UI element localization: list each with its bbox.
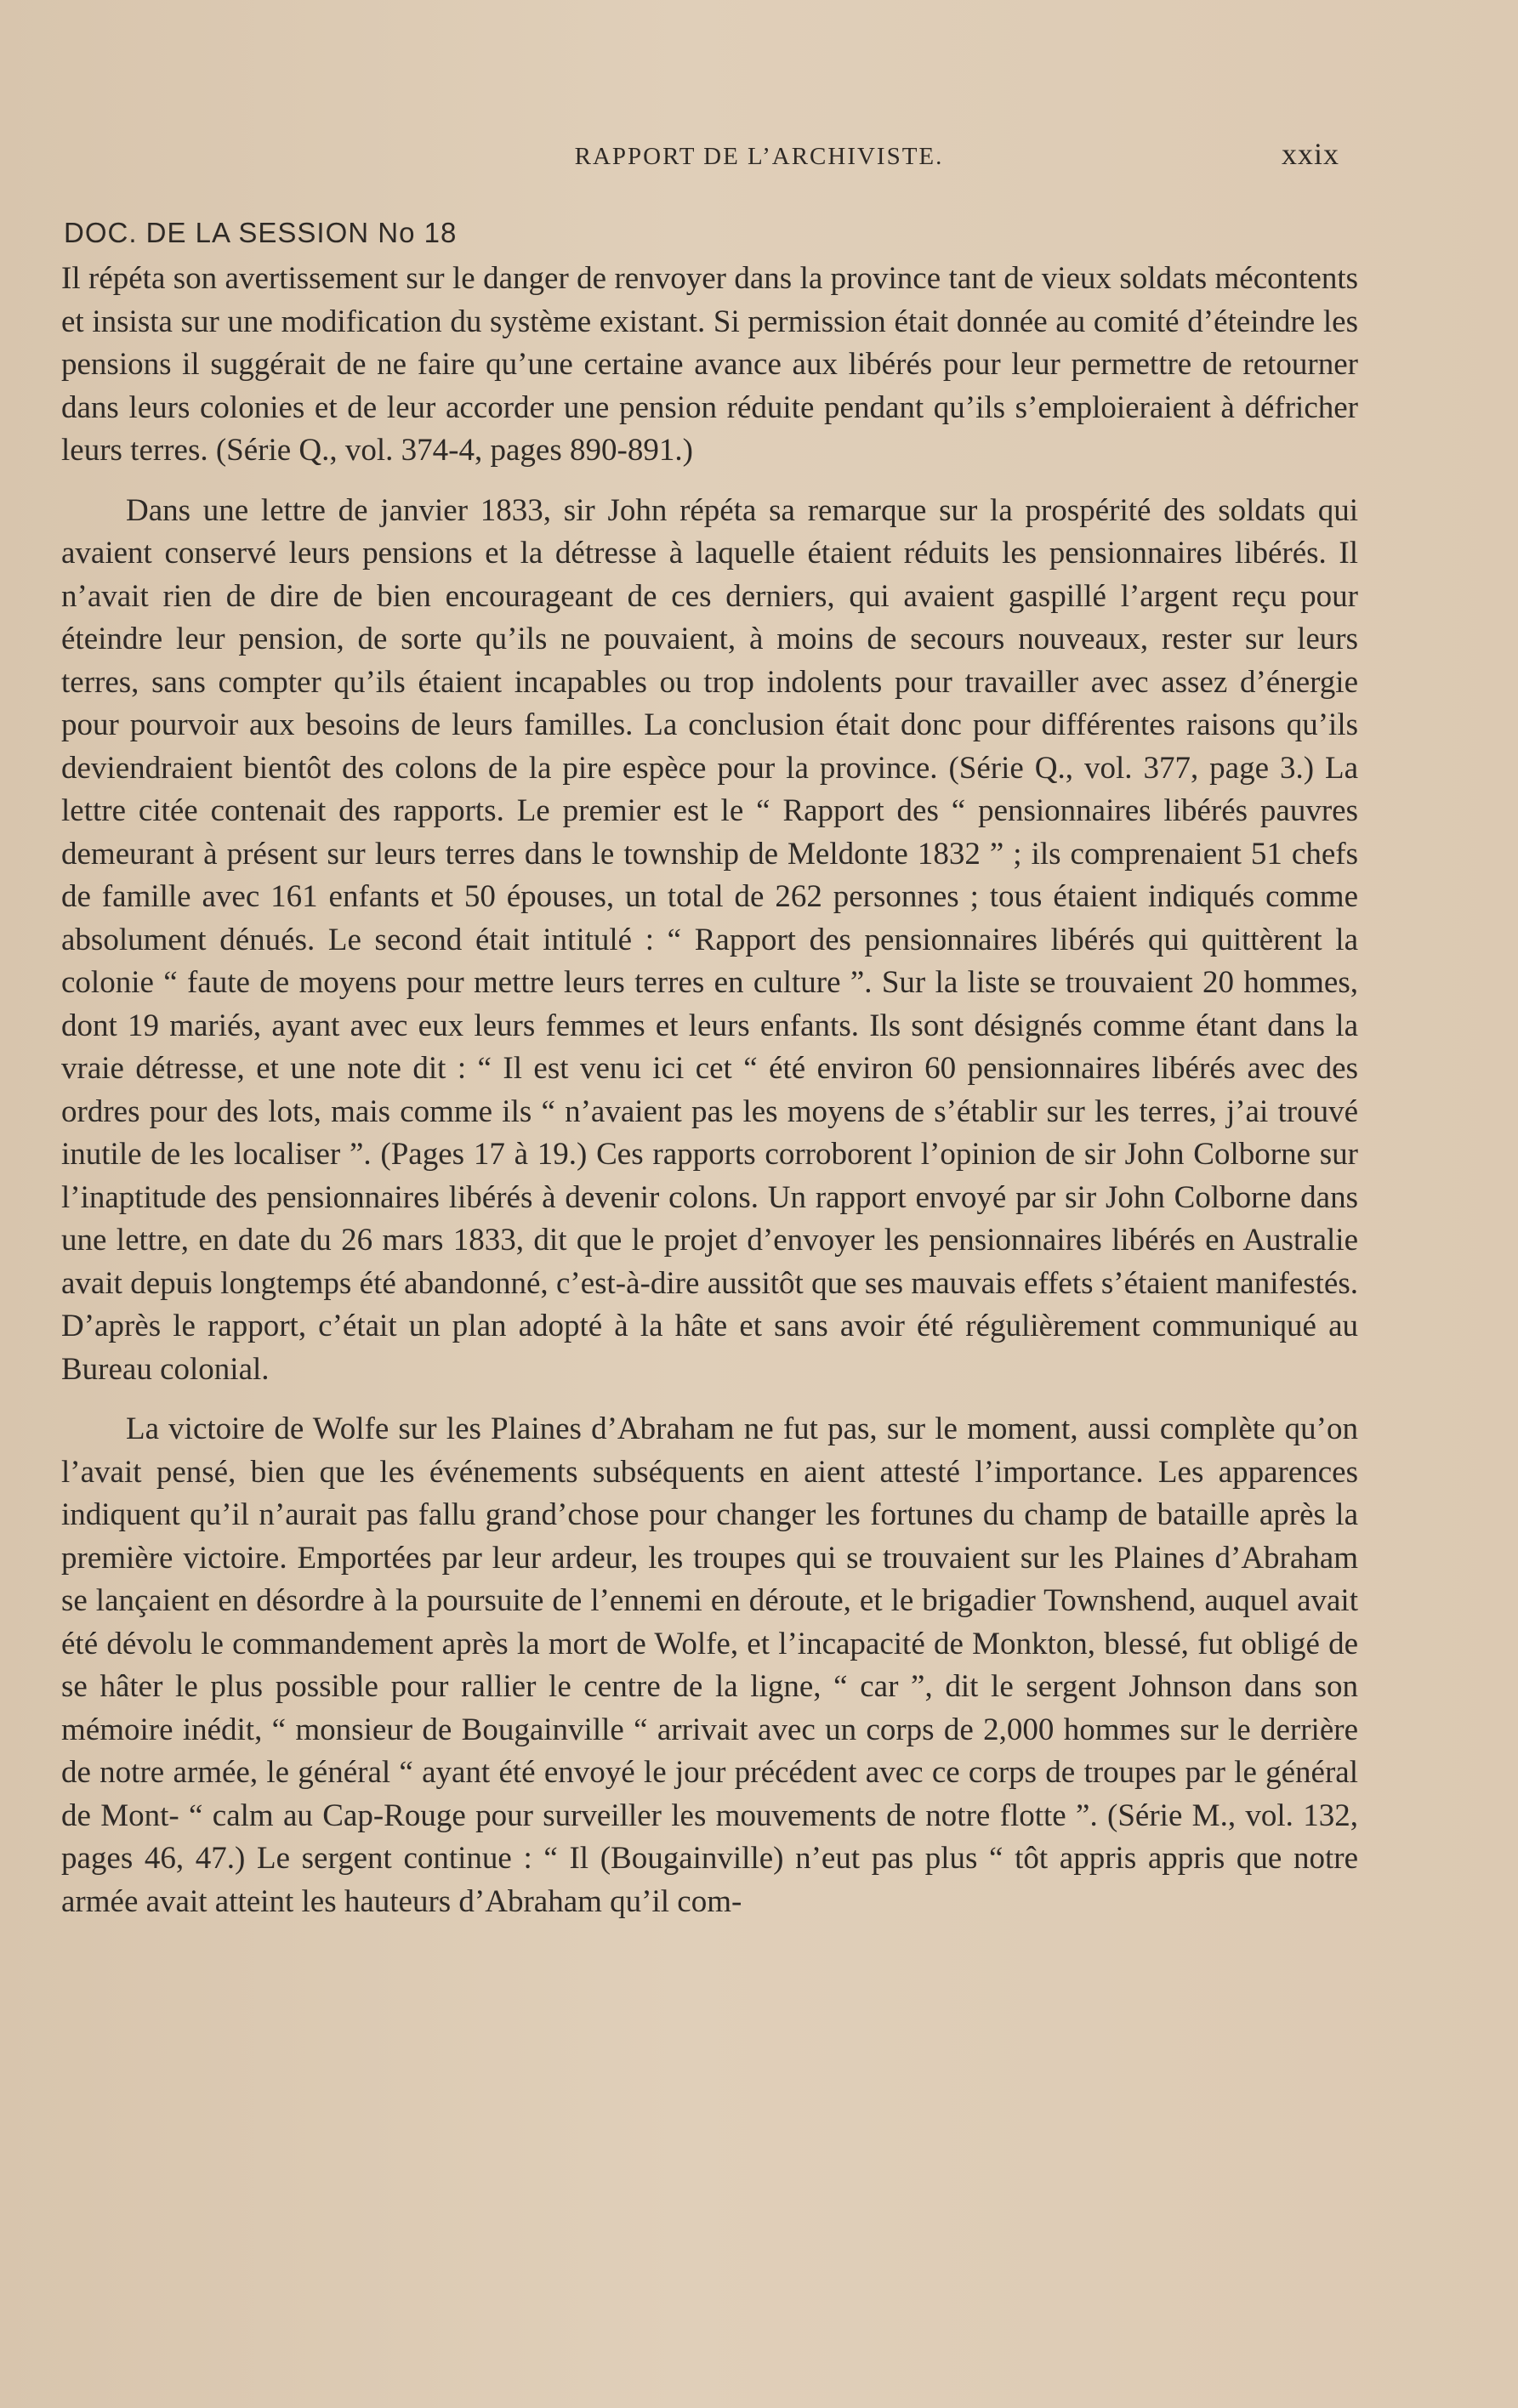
body-text (61, 258, 1358, 1923)
paragraph-2: Dans une lettre de janvier 1833, sir John répéta sa remarque sur la prospérité des soldats qui avaient conservé leurs pensions et la détresse à laquelle étaient réduits les pensionnaires libérés. Il n’avait rien de dire de bien encourageant de ces derniers, qui avaient gaspillé l’argent reçu pour éteindre leur pension, de sorte qu’ils ne pouvaient, à moins de secours nouveaux, rester sur leurs terres, sans compter qu’ils étaient incapables ou trop indolents pour travailler avec assez d’énergie pour pourvoir aux besoins de leurs familles. La conclusion était donc pour différentes raisons qu’ils deviendraient bientôt des colons de la pire espèce pour la province. (Série Q., vol. 377, page 3.) La lettre citée contenait des rapports. Le premier est le “ Rapport des “ pensionnaires libérés pauvres demeurant à présent sur leurs terres dans le township de Meldonte 1832 ” ; ils comprenaient 51 chefs de famille avec 161 enfants et 50 épouses, un total de 262 personnes ; tous étaient indiqués comme absolument dénués. Le second était intitulé : “ Rapport des pensionnaires libérés qui quittèrent la colonie “ faute de moyens pour mettre leurs terres en culture ”. Sur la liste se trouvaient 20 hommes, dont 19 mariés, ayant avec eux leurs femmes et leurs enfants. Ils sont désignés comme étant dans la vraie détresse, et une note dit : “ Il est venu ici cet “ été environ 60 pensionnaires libérés avec des ordres pour des lots, mais comme ils “ n’avaient pas les moyens de s’établir sur les terres, j’ai trouvé inutile de les localiser ”. (Pages 17 à 19.) Ces rapports corroborent l’opinion de sir John Colborne sur l’inaptitude des pensionnaires libérés à devenir colons. Un rapport envoyé par sir John Colborne dans une lettre, en date du 26 mars 1833, dit que le projet d’envoyer les pensionnaires libérés en Australie avait depuis longtemps été abandonné, c’est-à-dire aussitôt que ses mauvais effets s’étaient manifestés. D’après le rapport, c’était un plan adopté à la hâte et sans avoir été régulièrement communiqué au Bureau colonial. (61, 492, 1358, 1387)
session-document-label: DOC. DE LA SESSION No 18 (64, 217, 458, 248)
running-header-title: RAPPORT DE L’ARCHIVISTE. (574, 143, 944, 170)
paragraph-3: La victoire de Wolfe sur les Plaines d’Abraham ne fut pas, sur le moment, aussi complète qu’on l’avait pensé, bien que les événements subséquents en aient attesté l’importance. Les apparences indiquent qu’il n’aurait pas fallu grand’chose pour changer les fortunes du champ de bataille après la première victoire. Emportées par leur ardeur, les troupes qui se trouvaient sur les Plaines d’Abraham se lançaient en désordre à la poursuite de l’ennemi en déroute, et le brigadier Townshend, auquel avait été dévolu le commandement après la mort de Wolfe, et l’incapacité de Monkton, blessé, fut obligé de se hâter le plus possible pour rallier le centre de la ligne, “ car ”, dit le sergent Johnson dans son mémoire inédit, “ monsieur de Bougainville “ arrivait avec un corps de 2,000 hommes sur le derrière de notre armée, le général “ ayant été envoyé le jour précédent avec ce corps de troupes par le général de Mont- “ calm au Cap-Rouge pour surveiller les mouvements de notre flotte ”. (Série M., vol. 132, pages 46, 47.) Le sergent continue : “ Il (Bougainville) n’eut pas plus “ tôt appris appris que notre armée avait atteint les hauteurs d’Abraham qu’il com- (61, 1411, 1358, 1919)
paragraph-1: Il répéta son avertissement sur le danger de renvoyer dans la province tant de vieux soldats mécontents et insista sur une modification du système existant. Si permission était donnée au comité d’éteindre les pensions il suggérait de ne faire qu’une certaine avance aux libérés pour leur permettre de retourner dans leurs colonies et de leur accorder une pension réduite pendant qu’ils s’emploieraient à défricher leurs terres. (Série Q., vol. 374-4, pages 890-891.) (61, 261, 1358, 468)
page-number: xxix (1281, 137, 1339, 171)
